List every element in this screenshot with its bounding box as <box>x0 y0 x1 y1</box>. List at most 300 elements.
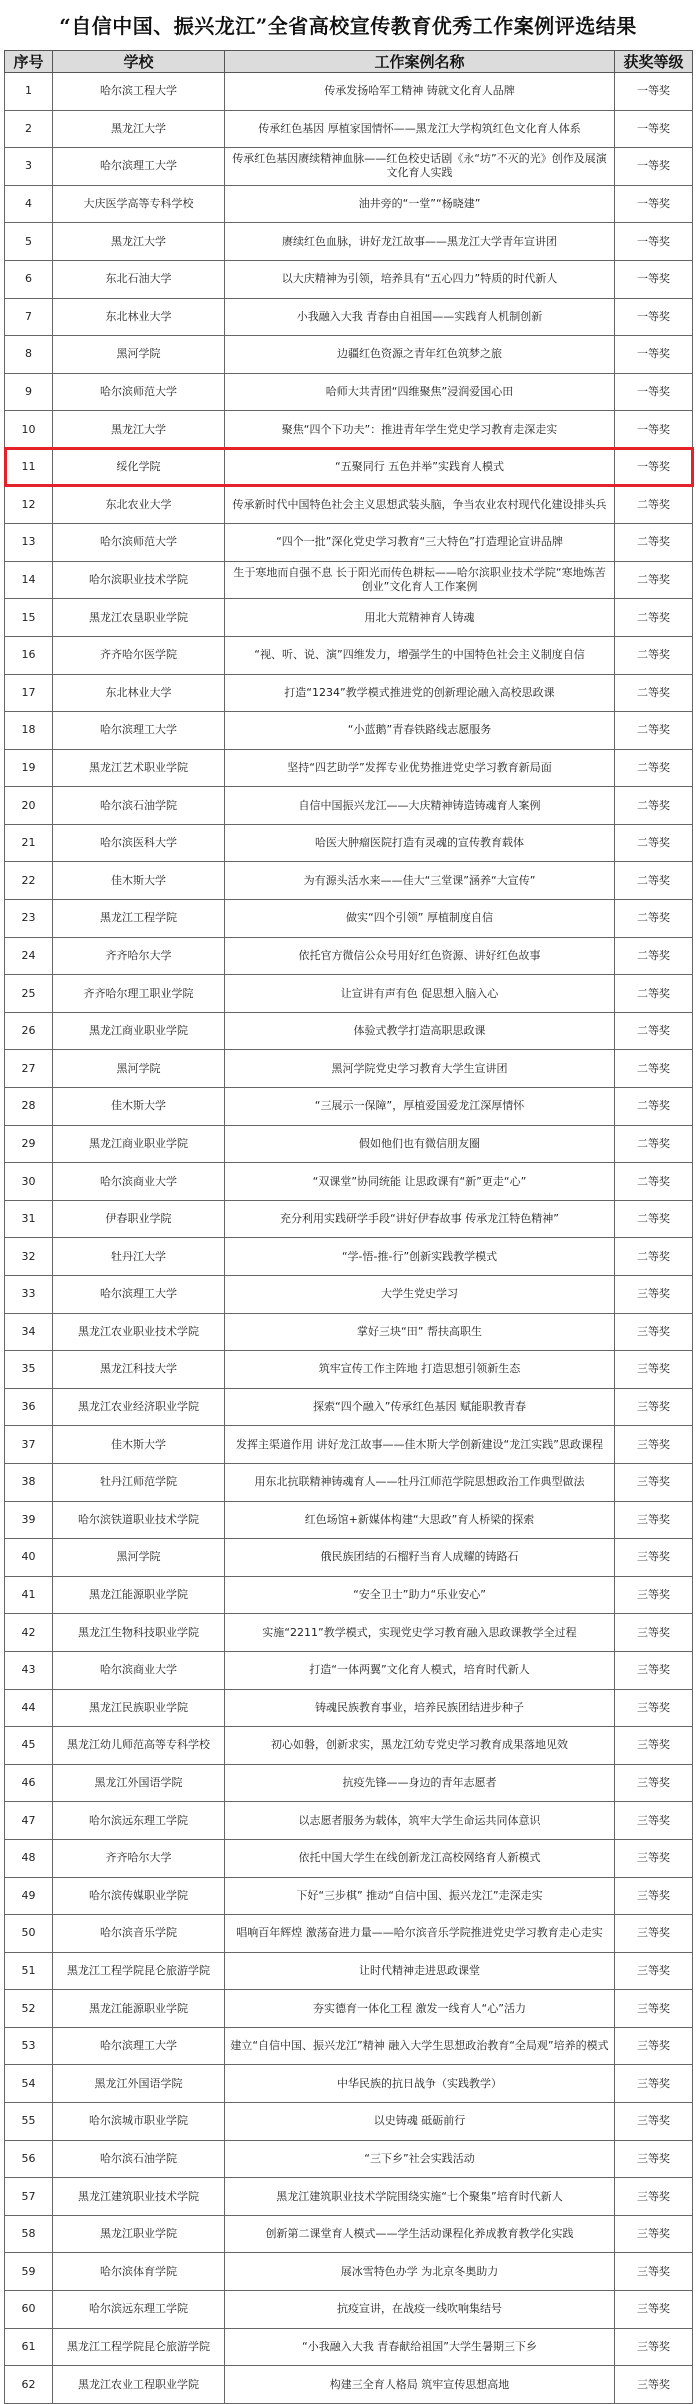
table-row <box>5 1351 693 1389</box>
cell-no: 60 <box>5 2291 53 2329</box>
cell-case: 传承发扬哈军工精神 铸就文化育人品牌 <box>225 73 615 111</box>
table-row <box>5 1839 693 1877</box>
cell-no: 13 <box>5 524 53 562</box>
cell-school: 东北石油大学 <box>53 260 225 298</box>
cell-award: 二等奖 <box>615 900 693 938</box>
table-row <box>5 1501 693 1539</box>
cell-award: 三等奖 <box>615 2065 693 2103</box>
cell-school: 黑龙江建筑职业技术学院 <box>53 2178 225 2216</box>
cell-no: 15 <box>5 599 53 637</box>
cell-award: 三等奖 <box>615 2215 693 2253</box>
table-row <box>5 1426 693 1464</box>
table-row <box>5 674 693 712</box>
cell-no: 1 <box>5 73 53 111</box>
cell-no: 17 <box>5 674 53 712</box>
cell-case: 传承红色基因 厚植家国情怀——黑龙江大学构筑红色文化育人体系 <box>225 110 615 148</box>
cell-award: 二等奖 <box>615 975 693 1013</box>
cell-award: 二等奖 <box>615 937 693 975</box>
cell-no: 35 <box>5 1351 53 1389</box>
cell-no: 33 <box>5 1276 53 1314</box>
cell-school: 佳木斯大学 <box>53 1426 225 1464</box>
cell-school: 牡丹江大学 <box>53 1238 225 1276</box>
cell-school: 黑龙江工程学院昆仑旅游学院 <box>53 2328 225 2366</box>
table-row <box>5 1276 693 1314</box>
cell-no: 2 <box>5 110 53 148</box>
cell-no: 55 <box>5 2103 53 2141</box>
cell-school: 黑龙江能源职业学院 <box>53 1576 225 1614</box>
cell-case: 黑河学院党史学习教育大学生宣讲团 <box>225 1050 615 1088</box>
cell-award: 三等奖 <box>615 2178 693 2216</box>
cell-case: 以志愿者服务为载体，筑牢大学生命运共同体意识 <box>225 1802 615 1840</box>
cell-award: 三等奖 <box>615 1727 693 1765</box>
cell-award: 三等奖 <box>615 1313 693 1351</box>
cell-case: 赓续红色血脉，讲好龙江故事——黑龙江大学青年宣讲团 <box>225 223 615 261</box>
table-row <box>5 110 693 148</box>
cell-school: 黑龙江商业职业学院 <box>53 1012 225 1050</box>
cell-case: 建立“自信中国、振兴龙江”精神 融入大学生思想政治教育“全局观”培养的模式 <box>225 2027 615 2065</box>
table-row <box>5 787 693 825</box>
cell-award: 三等奖 <box>615 2103 693 2141</box>
cell-award: 三等奖 <box>615 1915 693 1953</box>
table-row <box>5 636 693 674</box>
cell-school: 哈尔滨职业技术学院 <box>53 561 225 599</box>
cell-no: 16 <box>5 636 53 674</box>
table-row <box>5 712 693 750</box>
cell-no: 21 <box>5 824 53 862</box>
table-row <box>5 1313 693 1351</box>
table-header-row <box>5 51 693 73</box>
table-row <box>5 937 693 975</box>
cell-school: 哈尔滨铁道职业技术学院 <box>53 1501 225 1539</box>
cell-case: “双课堂”协同统能 让思政课有“新”更走“心” <box>225 1163 615 1201</box>
cell-award: 一等奖 <box>615 73 693 111</box>
table-row <box>5 1388 693 1426</box>
cell-school: 黑龙江商业职业学院 <box>53 1125 225 1163</box>
cell-no: 41 <box>5 1576 53 1614</box>
table-row <box>5 1802 693 1840</box>
cell-no: 59 <box>5 2253 53 2291</box>
cell-no: 22 <box>5 862 53 900</box>
cell-school: 哈尔滨商业大学 <box>53 1163 225 1201</box>
table-row <box>5 1125 693 1163</box>
cell-school: 黑龙江大学 <box>53 223 225 261</box>
cell-no: 9 <box>5 373 53 411</box>
table-row <box>5 2253 693 2291</box>
table-row <box>5 1651 693 1689</box>
cell-no: 39 <box>5 1501 53 1539</box>
table-row <box>5 561 693 599</box>
table-row <box>5 2065 693 2103</box>
cell-award: 二等奖 <box>615 1012 693 1050</box>
table-row <box>5 486 693 524</box>
cell-no: 11 <box>5 448 53 486</box>
cell-case: 充分利用实践研学手段“讲好伊春故事 传承龙江特色精神” <box>225 1200 615 1238</box>
cell-award: 二等奖 <box>615 1088 693 1126</box>
cell-no: 5 <box>5 223 53 261</box>
cell-award: 三等奖 <box>615 1463 693 1501</box>
results-table <box>4 50 693 2404</box>
table-row <box>5 185 693 223</box>
cell-school: 佳木斯大学 <box>53 1088 225 1126</box>
cell-award: 二等奖 <box>615 749 693 787</box>
table-row <box>5 975 693 1013</box>
cell-award: 二等奖 <box>615 1200 693 1238</box>
cell-school: 哈尔滨理工大学 <box>53 1276 225 1314</box>
cell-award: 三等奖 <box>615 1689 693 1727</box>
cell-no: 50 <box>5 1915 53 1953</box>
cell-award: 一等奖 <box>615 448 693 486</box>
cell-case: 依托中国大学生在线创新龙江高校网络育人新模式 <box>225 1839 615 1877</box>
cell-school: 哈尔滨体育学院 <box>53 2253 225 2291</box>
cell-case: 黑龙江建筑职业技术学院围绕实施“七个聚集”培育时代新人 <box>225 2178 615 2216</box>
cell-award: 二等奖 <box>615 787 693 825</box>
cell-no: 31 <box>5 1200 53 1238</box>
table-row <box>5 2027 693 2065</box>
cell-no: 36 <box>5 1388 53 1426</box>
table-row <box>5 2103 693 2141</box>
cell-case: 打造“一体两翼”文化育人模式，培育时代新人 <box>225 1651 615 1689</box>
cell-school: 哈尔滨师范大学 <box>53 524 225 562</box>
cell-no: 25 <box>5 975 53 1013</box>
cell-award: 三等奖 <box>615 1877 693 1915</box>
cell-case: 哈师大共青团“四维聚焦”浸润爱国心田 <box>225 373 615 411</box>
cell-no: 26 <box>5 1012 53 1050</box>
cell-school: 黑龙江农业工程职业学院 <box>53 2366 225 2404</box>
cell-case: 生于寒地而自强不息 长于阳光而传色耕耘——哈尔滨职业技术学院“寒地炼苦创业”文化育人工作案例 <box>225 561 615 599</box>
cell-no: 40 <box>5 1539 53 1577</box>
header-case: 工作案例名称 <box>225 51 615 73</box>
cell-award: 三等奖 <box>615 1839 693 1877</box>
cell-school: 哈尔滨医科大学 <box>53 824 225 862</box>
cell-case: 中华民族的抗日战争（实践教学） <box>225 2065 615 2103</box>
cell-school: 绥化学院 <box>53 448 225 486</box>
table-row <box>5 2215 693 2253</box>
cell-no: 49 <box>5 1877 53 1915</box>
cell-school: 哈尔滨石油学院 <box>53 2140 225 2178</box>
cell-case: 小我融入大我 青春由自祖国——实践育人机制创新 <box>225 298 615 336</box>
cell-case: 传承红色基因赓续精神血脉——红色校史话剧《永“坊”不灭的光》创作及展演文化育人实践 <box>225 148 615 186</box>
table-row <box>5 1050 693 1088</box>
cell-case: 传承新时代中国特色社会主义思想武装头脑，争当农业农村现代化建设排头兵 <box>225 486 615 524</box>
cell-case: 自信中国振兴龙江——大庆精神铸造铸魂育人案例 <box>225 787 615 825</box>
cell-school: 黑龙江工程学院 <box>53 900 225 938</box>
cell-no: 42 <box>5 1614 53 1652</box>
cell-award: 一等奖 <box>615 148 693 186</box>
cell-school: 黑龙江幼儿师范高等专科学校 <box>53 1727 225 1765</box>
cell-school: 哈尔滨理工大学 <box>53 148 225 186</box>
cell-case: 用东北抗联精神铸魂育人——牡丹江师范学院思想政治工作典型做法 <box>225 1463 615 1501</box>
cell-award: 三等奖 <box>615 1952 693 1990</box>
table-row <box>5 1915 693 1953</box>
cell-award: 二等奖 <box>615 712 693 750</box>
cell-award: 一等奖 <box>615 298 693 336</box>
cell-award: 一等奖 <box>615 260 693 298</box>
cell-award: 二等奖 <box>615 636 693 674</box>
table-row <box>5 824 693 862</box>
cell-award: 二等奖 <box>615 599 693 637</box>
cell-award: 二等奖 <box>615 674 693 712</box>
cell-school: 黑龙江科技大学 <box>53 1351 225 1389</box>
cell-no: 52 <box>5 1990 53 2028</box>
cell-no: 51 <box>5 1952 53 1990</box>
cell-no: 28 <box>5 1088 53 1126</box>
cell-no: 3 <box>5 148 53 186</box>
cell-award: 一等奖 <box>615 336 693 374</box>
cell-no: 45 <box>5 1727 53 1765</box>
page-title: “自信中国、振兴龙江”全省高校宣传教育优秀工作案例评选结果 <box>59 13 637 38</box>
table-row <box>5 1576 693 1614</box>
cell-award: 二等奖 <box>615 524 693 562</box>
cell-no: 4 <box>5 185 53 223</box>
cell-case: 大学生党史学习 <box>225 1276 615 1314</box>
cell-no: 24 <box>5 937 53 975</box>
cell-no: 34 <box>5 1313 53 1351</box>
cell-school: 黑龙江外国语学院 <box>53 1764 225 1802</box>
table-row-highlighted <box>5 448 693 486</box>
cell-no: 37 <box>5 1426 53 1464</box>
cell-school: 东北农业大学 <box>53 486 225 524</box>
cell-no: 46 <box>5 1764 53 1802</box>
cell-no: 27 <box>5 1050 53 1088</box>
cell-award: 二等奖 <box>615 1050 693 1088</box>
cell-school: 黑河学院 <box>53 1539 225 1577</box>
cell-no: 14 <box>5 561 53 599</box>
cell-case: 构建三全育人格局 筑牢宣传思想高地 <box>225 2366 615 2404</box>
cell-award: 三等奖 <box>615 1501 693 1539</box>
cell-school: 哈尔滨传媒职业学院 <box>53 1877 225 1915</box>
table-row <box>5 260 693 298</box>
cell-no: 56 <box>5 2140 53 2178</box>
cell-school: 黑龙江民族职业学院 <box>53 1689 225 1727</box>
cell-award: 三等奖 <box>615 1802 693 1840</box>
cell-case: 体验式教学打造高职思政课 <box>225 1012 615 1050</box>
table-row <box>5 862 693 900</box>
cell-case: “小我融入大我 青春献给祖国”大学生暑期三下乡 <box>225 2328 615 2366</box>
table-row <box>5 411 693 449</box>
cell-school: 哈尔滨远东理工学院 <box>53 1802 225 1840</box>
cell-no: 54 <box>5 2065 53 2103</box>
cell-school: 哈尔滨城市职业学院 <box>53 2103 225 2141</box>
cell-no: 18 <box>5 712 53 750</box>
cell-case: 实施“2211”教学模式，实现党史学习教育融入思政课教学全过程 <box>225 1614 615 1652</box>
cell-case: 做实“四个引领” 厚植制度自信 <box>225 900 615 938</box>
cell-school: 哈尔滨石油学院 <box>53 787 225 825</box>
cell-case: 依托官方微信公众号用好红色资源、讲好红色故事 <box>225 937 615 975</box>
cell-award: 二等奖 <box>615 824 693 862</box>
cell-award: 二等奖 <box>615 1163 693 1201</box>
cell-award: 三等奖 <box>615 1426 693 1464</box>
cell-case: 探索“四个融入”传承红色基因 赋能职教青春 <box>225 1388 615 1426</box>
cell-school: 黑龙江农业职业技术学院 <box>53 1313 225 1351</box>
cell-case: 用北大荒精神育人铸魂 <box>225 599 615 637</box>
table-row <box>5 2291 693 2329</box>
cell-case: 打造“1234”教学模式推进党的创新理论融入高校思政课 <box>225 674 615 712</box>
cell-case: 抗疫宣讲，在战疫一线吹响集结号 <box>225 2291 615 2329</box>
cell-school: 黑龙江大学 <box>53 411 225 449</box>
cell-award: 三等奖 <box>615 2027 693 2065</box>
cell-case: “学-悟-推-行”创新实践教学模式 <box>225 1238 615 1276</box>
cell-school: 哈尔滨师范大学 <box>53 373 225 411</box>
cell-case: 让宣讲有声有色 促思想入脑入心 <box>225 975 615 1013</box>
table-row <box>5 1689 693 1727</box>
table-row <box>5 2328 693 2366</box>
cell-award: 一等奖 <box>615 373 693 411</box>
cell-no: 32 <box>5 1238 53 1276</box>
cell-award: 三等奖 <box>615 2253 693 2291</box>
cell-school: 黑龙江生物科技职业学院 <box>53 1614 225 1652</box>
cell-school: 佳木斯大学 <box>53 862 225 900</box>
cell-case: 以史铸魂 砥砺前行 <box>225 2103 615 2141</box>
cell-award: 三等奖 <box>615 2366 693 2404</box>
cell-case: 油井旁的“一堂”“杨晓建” <box>225 185 615 223</box>
cell-award: 二等奖 <box>615 1238 693 1276</box>
header-school: 学校 <box>53 51 225 73</box>
cell-case: 聚焦“四个下功夫”：推进青年学生党史学习教育走深走实 <box>225 411 615 449</box>
cell-award: 二等奖 <box>615 486 693 524</box>
cell-case: 哈医大肿瘤医院打造有灵魂的宣传教育载体 <box>225 824 615 862</box>
table-row <box>5 373 693 411</box>
cell-school: 黑龙江大学 <box>53 110 225 148</box>
table-row <box>5 524 693 562</box>
cell-award: 一等奖 <box>615 411 693 449</box>
cell-case: 红色场馆+新媒体构建“大思政”育人桥梁的探索 <box>225 1501 615 1539</box>
cell-case: 创新第二课堂育人模式——学生活动课程化养成教育教学化实践 <box>225 2215 615 2253</box>
header-award: 获奖等级 <box>615 51 693 73</box>
cell-award: 三等奖 <box>615 1764 693 1802</box>
cell-award: 三等奖 <box>615 2140 693 2178</box>
table-row <box>5 2178 693 2216</box>
cell-award: 二等奖 <box>615 862 693 900</box>
cell-case: 掌好三块“田” 帮扶高职生 <box>225 1313 615 1351</box>
table-row <box>5 73 693 111</box>
table-row <box>5 1952 693 1990</box>
cell-school: 齐齐哈尔理工职业学院 <box>53 975 225 1013</box>
cell-award: 一等奖 <box>615 185 693 223</box>
cell-no: 61 <box>5 2328 53 2366</box>
cell-no: 44 <box>5 1689 53 1727</box>
cell-case: 唱响百年辉煌 激荡奋进力量——哈尔滨音乐学院推进党史学习教育走心走实 <box>225 1915 615 1953</box>
table-row <box>5 1163 693 1201</box>
cell-award: 二等奖 <box>615 561 693 599</box>
cell-award: 三等奖 <box>615 2328 693 2366</box>
cell-no: 58 <box>5 2215 53 2253</box>
cell-no: 43 <box>5 1651 53 1689</box>
cell-award: 二等奖 <box>615 1125 693 1163</box>
cell-case: “安全卫士”助力“乐业安心” <box>225 1576 615 1614</box>
cell-award: 三等奖 <box>615 1576 693 1614</box>
table-row <box>5 749 693 787</box>
cell-case: 俄民族团结的石榴籽当育人成耀的铸路石 <box>225 1539 615 1577</box>
cell-no: 48 <box>5 1839 53 1877</box>
cell-school: 黑龙江职业学院 <box>53 2215 225 2253</box>
cell-case: 筑牢宣传工作主阵地 打造思想引领新生态 <box>225 1351 615 1389</box>
cell-no: 29 <box>5 1125 53 1163</box>
cell-no: 47 <box>5 1802 53 1840</box>
cell-case: 下好“三步棋” 推动“自信中国、振兴龙江”走深走实 <box>225 1877 615 1915</box>
cell-no: 6 <box>5 260 53 298</box>
cell-case: “视、听、说、演”四维发力，增强学生的中国特色社会主义制度自信 <box>225 636 615 674</box>
cell-school: 黑河学院 <box>53 1050 225 1088</box>
table-row <box>5 2366 693 2404</box>
cell-case: 假如他们也有微信朋友圈 <box>225 1125 615 1163</box>
cell-no: 20 <box>5 787 53 825</box>
cell-award: 三等奖 <box>615 1388 693 1426</box>
cell-no: 57 <box>5 2178 53 2216</box>
cell-no: 62 <box>5 2366 53 2404</box>
cell-case: 边疆红色资源之青年红色筑梦之旅 <box>225 336 615 374</box>
cell-award: 三等奖 <box>615 1614 693 1652</box>
cell-award: 三等奖 <box>615 1651 693 1689</box>
table-row <box>5 336 693 374</box>
table-row <box>5 1764 693 1802</box>
table-row <box>5 2140 693 2178</box>
table-row <box>5 1088 693 1126</box>
cell-school: 黑龙江工程学院昆仑旅游学院 <box>53 1952 225 1990</box>
cell-school: 黑龙江外国语学院 <box>53 2065 225 2103</box>
cell-school: 东北林业大学 <box>53 674 225 712</box>
cell-case: 抗疫先锋——身边的青年志愿者 <box>225 1764 615 1802</box>
header-no: 序号 <box>5 51 53 73</box>
cell-case: “三下乡”社会实践活动 <box>225 2140 615 2178</box>
table-row <box>5 1200 693 1238</box>
cell-no: 23 <box>5 900 53 938</box>
cell-case: “五聚同行 五色并举”实践育人模式 <box>225 448 615 486</box>
cell-case: 发挥主渠道作用 讲好龙江故事——佳木斯大学创新建设“龙江实践”思政课程 <box>225 1426 615 1464</box>
table-row <box>5 1463 693 1501</box>
table-row <box>5 1614 693 1652</box>
cell-case: 以大庆精神为引领，培养具有“五心四力”特质的时代新人 <box>225 260 615 298</box>
cell-case: 铸魂民族教育事业，培养民族团结进步种子 <box>225 1689 615 1727</box>
cell-case: 让时代精神走进思政课堂 <box>225 1952 615 1990</box>
cell-school: 黑龙江农业经济职业学院 <box>53 1388 225 1426</box>
cell-school: 齐齐哈尔大学 <box>53 1839 225 1877</box>
table-row <box>5 599 693 637</box>
cell-school: 伊春职业学院 <box>53 1200 225 1238</box>
cell-school: 哈尔滨商业大学 <box>53 1651 225 1689</box>
cell-no: 30 <box>5 1163 53 1201</box>
cell-school: 哈尔滨远东理工学院 <box>53 2291 225 2329</box>
cell-award: 一等奖 <box>615 110 693 148</box>
cell-award: 三等奖 <box>615 1276 693 1314</box>
cell-case: 为有源头活水来——佳大“三堂课”涵养“大宣传” <box>225 862 615 900</box>
cell-school: 齐齐哈尔医学院 <box>53 636 225 674</box>
table-row <box>5 1877 693 1915</box>
cell-school: 大庆医学高等专科学校 <box>53 185 225 223</box>
cell-school: 牡丹江师范学院 <box>53 1463 225 1501</box>
cell-no: 53 <box>5 2027 53 2065</box>
cell-school: 哈尔滨音乐学院 <box>53 1915 225 1953</box>
cell-award: 三等奖 <box>615 2291 693 2329</box>
table-row <box>5 223 693 261</box>
cell-award: 三等奖 <box>615 1990 693 2028</box>
table-row <box>5 1012 693 1050</box>
table-row <box>5 298 693 336</box>
cell-no: 19 <box>5 749 53 787</box>
cell-case: 初心如磐，创新求实，黑龙江幼专党史学习教育成果落地见效 <box>225 1727 615 1765</box>
table-row <box>5 1727 693 1765</box>
cell-school: 东北林业大学 <box>53 298 225 336</box>
cell-case: 展冰雪特色办学 为北京冬奥助力 <box>225 2253 615 2291</box>
cell-no: 12 <box>5 486 53 524</box>
cell-case: 夯实德育一体化工程 激发一线育人“心”活力 <box>225 1990 615 2028</box>
cell-case: “小蓝鹅”青春铁路线志愿服务 <box>225 712 615 750</box>
cell-case: “三展示一保障”，厚植爱国爱龙江深厚情怀 <box>225 1088 615 1126</box>
cell-school: 黑龙江能源职业学院 <box>53 1990 225 2028</box>
table-row <box>5 1238 693 1276</box>
table-row <box>5 148 693 186</box>
cell-award: 三等奖 <box>615 1539 693 1577</box>
cell-no: 10 <box>5 411 53 449</box>
